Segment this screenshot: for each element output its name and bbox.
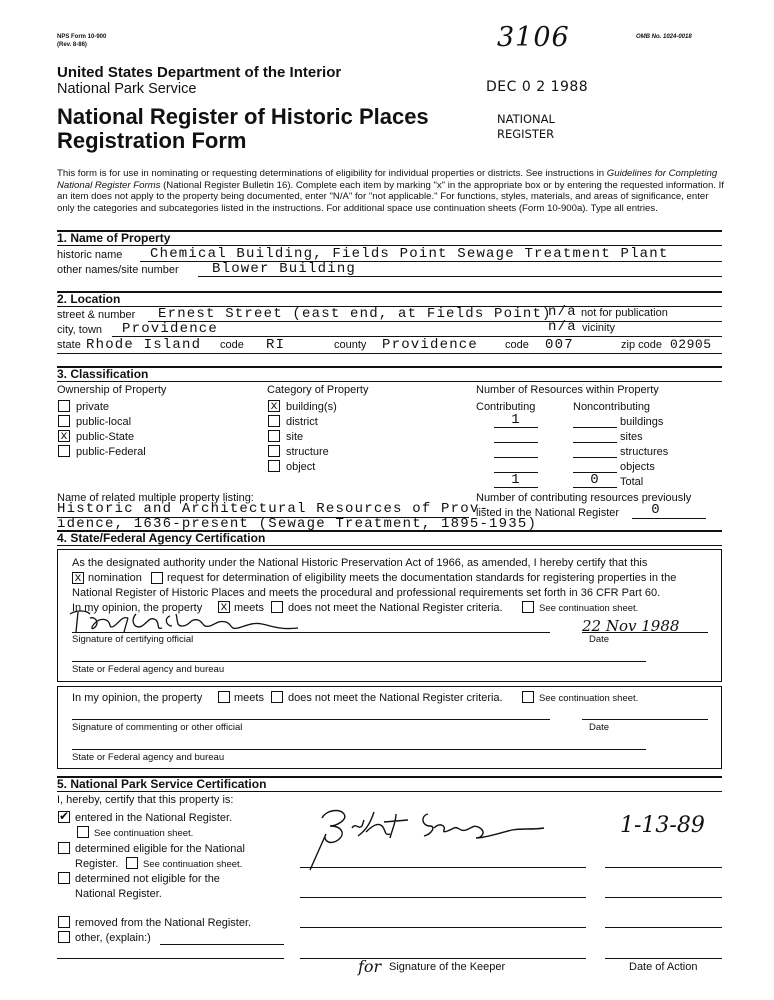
- total-label: Total: [620, 476, 644, 488]
- instructions-paragraph: This form is for use in nominating or requesting determinations of eligibility for individual properties or districts. See instructions in Guidelines for Completing National Register Forms (National Register Bulletin 16). Complete each item by marking "x" in the appropriate box or by entering the requested information. If an item does not apply to the property being documented, enter "N/A" for "not applicable." For functions, styles, materials, and areas of significance, enter only the categories and subcategories listed in the instructions. For additional space use continuation sheets (Form 10-900a). Type all entries.: [57, 168, 724, 214]
- section3-top-rule: [57, 366, 722, 368]
- omb-number: OMB No. 1024-0018: [636, 34, 692, 40]
- private-label: private: [76, 401, 110, 413]
- object-checkbox[interactable]: [268, 460, 280, 472]
- eligible-label-line1: determined eligible for the National: [75, 843, 245, 855]
- keeper-line-1: [300, 867, 586, 868]
- continuation-label-a: See continuation sheet.: [539, 603, 639, 614]
- agency-line: [72, 661, 646, 662]
- state-value[interactable]: Rhode Island: [86, 337, 202, 353]
- form-title-line1: National Register of Historic Places: [57, 104, 429, 129]
- nps-certify-intro: I, hereby, certify that this property is:: [57, 794, 234, 806]
- action-line-2: [605, 897, 722, 898]
- related-listing-label: Name of related multiple property listing:: [57, 492, 254, 504]
- meets-label: meets: [234, 602, 264, 614]
- entered-check-mark: ✔: [58, 809, 70, 823]
- section4-heading: 4. State/Federal Agency Certification: [57, 531, 266, 545]
- commenting-date-line: [582, 719, 708, 720]
- other-names-label: other names/site number: [57, 264, 179, 276]
- related-listing-underline: [57, 517, 469, 518]
- department-name: United States Department of the Interior: [57, 64, 342, 81]
- county-label: county: [334, 339, 367, 351]
- commenting-signature-label: Signature of commenting or other official: [72, 722, 243, 733]
- contributing-buildings[interactable]: 1: [511, 412, 521, 428]
- county-value[interactable]: Providence: [382, 337, 479, 353]
- objects-label: objects: [620, 461, 655, 473]
- keeper-signature-label: Signature of the Keeper: [389, 961, 506, 973]
- district-label: district: [286, 416, 318, 428]
- section5-heading: 5. National Park Service Certification: [57, 777, 267, 791]
- state-line: [57, 353, 722, 354]
- resources-heading: Number of Resources within Property: [476, 384, 659, 396]
- other-explain-line: [160, 944, 284, 945]
- not-eligible-checkbox[interactable]: [58, 872, 70, 884]
- continuation-label-b: See continuation sheet.: [539, 693, 639, 704]
- certifying-date-value[interactable]: 22 Nov 1988: [582, 617, 680, 635]
- service-name: National Park Service: [57, 81, 197, 97]
- section2-heading: 2. Location: [57, 292, 121, 306]
- previous-listings-line: [632, 518, 706, 519]
- ownership-heading: Ownership of Property: [57, 384, 167, 396]
- structures-label: structures: [620, 446, 669, 458]
- commenting-date-label: Date: [589, 722, 610, 733]
- public-local-label: public-local: [76, 416, 132, 428]
- structure-checkbox[interactable]: [268, 445, 280, 457]
- noncontributing-sites-line: [573, 442, 617, 443]
- section3-heading: 3. Classification: [57, 367, 149, 381]
- eligible-checkbox[interactable]: [58, 842, 70, 854]
- state-label: state: [57, 339, 81, 351]
- certifying-date-line: [582, 632, 708, 633]
- entered-continuation-label: See continuation sheet.: [94, 828, 194, 839]
- does-not-meet-label: does not meet the National Register criteria.: [288, 602, 503, 614]
- certifying-date-label: Date: [589, 634, 610, 645]
- zip-label: zip code: [621, 339, 662, 351]
- related-listing-line1[interactable]: Historic and Architectural Resources of Prov-: [57, 501, 490, 517]
- certifying-signature-label: Signature of certifying official: [72, 634, 194, 645]
- keeper-signature-line: [300, 958, 586, 959]
- certification-statement-line1: As the designated authority under the National Historic Preservation Act of 1966, as amended, I hereby certify that this: [72, 557, 648, 569]
- action-line-1: [605, 867, 722, 868]
- county-code-value[interactable]: 007: [545, 337, 574, 353]
- keeper-line-3: [300, 927, 586, 928]
- section3-heading-rule: [57, 381, 722, 382]
- building-mark: x: [270, 399, 278, 413]
- action-date-line: [605, 958, 722, 959]
- other-names-line: [198, 276, 722, 277]
- public-local-checkbox[interactable]: [58, 415, 70, 427]
- keeper-line-2: [300, 897, 586, 898]
- continuation-checkbox-b[interactable]: [522, 691, 534, 703]
- site-checkbox[interactable]: [268, 430, 280, 442]
- opinion-text: In my opinion, the property: [72, 602, 203, 614]
- noncontributing-buildings-line: [573, 427, 617, 428]
- category-heading: Category of Property: [267, 384, 369, 396]
- contributing-total[interactable]: 1: [511, 472, 521, 488]
- contributing-total-line: [494, 487, 538, 488]
- previous-listings-label1: Number of contributing resources previously: [476, 492, 692, 504]
- city-label: city, town: [57, 324, 103, 336]
- historic-name-label: historic name: [57, 249, 123, 261]
- request-label: request for determination of eligibility meets the documentation standards for registering properties in the: [167, 572, 677, 584]
- noncontributing-total[interactable]: 0: [590, 472, 600, 488]
- street-line: [148, 321, 722, 322]
- received-stamp-line2: REGISTER: [497, 127, 555, 141]
- contributing-heading: Contributing: [476, 401, 536, 413]
- building-label: building(s): [286, 401, 337, 413]
- nomination-label: nomination: [88, 572, 142, 584]
- action-line-3: [605, 927, 722, 928]
- meets-label-b: meets: [234, 692, 264, 704]
- continuation-checkbox-a[interactable]: [522, 601, 534, 613]
- buildings-label: buildings: [620, 416, 664, 428]
- previous-listings-value[interactable]: 0: [651, 502, 661, 518]
- certification-statement-line3: National Register of Historic Places and meets the procedural and professional requirements set forth in 36 CFR Part 60.: [72, 587, 661, 599]
- action-date-label: Date of Action: [629, 961, 698, 973]
- previous-listings-label2: listed in the National Register: [476, 507, 620, 519]
- historic-name-value[interactable]: Chemical Building, Fields Point Sewage Treatment Plant: [150, 246, 669, 262]
- removed-checkbox[interactable]: [58, 916, 70, 928]
- entered-continuation-checkbox[interactable]: [77, 826, 89, 838]
- noncontributing-total-line: [573, 487, 617, 488]
- section2-top-rule: [57, 291, 722, 293]
- keeper-initials: for: [358, 957, 382, 976]
- eligible-continuation-label: See continuation sheet.: [143, 859, 243, 870]
- form-number: NPS Form 10-900: [57, 34, 107, 40]
- street-label: street & number: [57, 309, 136, 321]
- received-stamp-line1: NATIONAL: [497, 112, 555, 126]
- action-date-value[interactable]: 1-13-89: [620, 813, 705, 838]
- vicinity-value[interactable]: n/a: [548, 319, 577, 335]
- certifying-signature-line: [72, 632, 550, 633]
- city-value[interactable]: Providence: [122, 321, 219, 337]
- request-checkbox[interactable]: [151, 572, 163, 584]
- other-explain-line2: [57, 958, 284, 959]
- not-eligible-label-line1: determined not eligible for the: [75, 873, 220, 885]
- contributing-sites-line: [494, 442, 538, 443]
- eligible-label-line2: Register.: [75, 858, 119, 870]
- contributing-buildings-line: [494, 427, 538, 428]
- entered-label: entered in the National Register.: [75, 812, 233, 824]
- other-names-value[interactable]: Blower Building: [212, 261, 357, 277]
- agency-line-b: [72, 749, 646, 750]
- section4-heading-rule: [57, 545, 722, 546]
- removed-label: removed from the National Register.: [75, 917, 252, 929]
- state-code-value[interactable]: RI: [266, 337, 286, 353]
- object-label: object: [286, 461, 316, 473]
- state-code-label: code: [220, 339, 244, 351]
- street-value[interactable]: Ernest Street (east end, at Fields Point): [158, 306, 552, 322]
- meets-mark: x: [220, 600, 228, 614]
- not-for-publication-value[interactable]: n/a: [548, 304, 577, 320]
- eligible-continuation-checkbox[interactable]: [126, 857, 138, 869]
- district-checkbox[interactable]: [268, 415, 280, 427]
- public-federal-checkbox[interactable]: [58, 445, 70, 457]
- other-checkbox[interactable]: [58, 931, 70, 943]
- zip-value[interactable]: 02905: [670, 337, 712, 352]
- form-title-line2: Registration Form: [57, 128, 247, 153]
- private-checkbox[interactable]: [58, 400, 70, 412]
- form-revision: (Rev. 8-86): [57, 42, 87, 48]
- noncontributing-heading: Noncontributing: [573, 401, 651, 413]
- agency-label: State or Federal agency and bureau: [72, 664, 225, 675]
- public-state-mark: x: [60, 429, 68, 443]
- keeper-signature: [300, 800, 550, 872]
- site-label: site: [286, 431, 304, 443]
- other-label: other, (explain:): [75, 932, 151, 944]
- received-stamp-date: DEC 0 2 1988: [486, 79, 589, 95]
- section1-heading: 1. Name of Property: [57, 231, 171, 245]
- county-code-label: code: [505, 339, 529, 351]
- related-listing-line2[interactable]: idence, 1636-present (Sewage Treatment, 1895-1935): [57, 516, 538, 532]
- sites-label: sites: [620, 431, 643, 443]
- contributing-structures-line: [494, 457, 538, 458]
- does-not-meet-label-b: does not meet the National Register criteria.: [288, 692, 503, 704]
- handwritten-reference-number: 3106: [497, 22, 570, 53]
- does-not-meet-checkbox-b[interactable]: [271, 691, 283, 703]
- not-eligible-label-line2: National Register.: [75, 888, 162, 900]
- commenting-signature-line: [72, 719, 550, 720]
- agency-label-b: State or Federal agency and bureau: [72, 752, 225, 763]
- public-state-label: public-State: [76, 431, 135, 443]
- public-federal-label: public-Federal: [76, 446, 146, 458]
- noncontributing-structures-line: [573, 457, 617, 458]
- nomination-mark: x: [74, 571, 82, 585]
- not-for-publication-label: not for publication: [581, 307, 668, 319]
- vicinity-label: vicinity: [582, 322, 616, 334]
- structure-label: structure: [286, 446, 329, 458]
- meets-checkbox-b[interactable]: [218, 691, 230, 703]
- section5-heading-rule: [57, 791, 722, 792]
- opinion-text-b: In my opinion, the property: [72, 692, 203, 704]
